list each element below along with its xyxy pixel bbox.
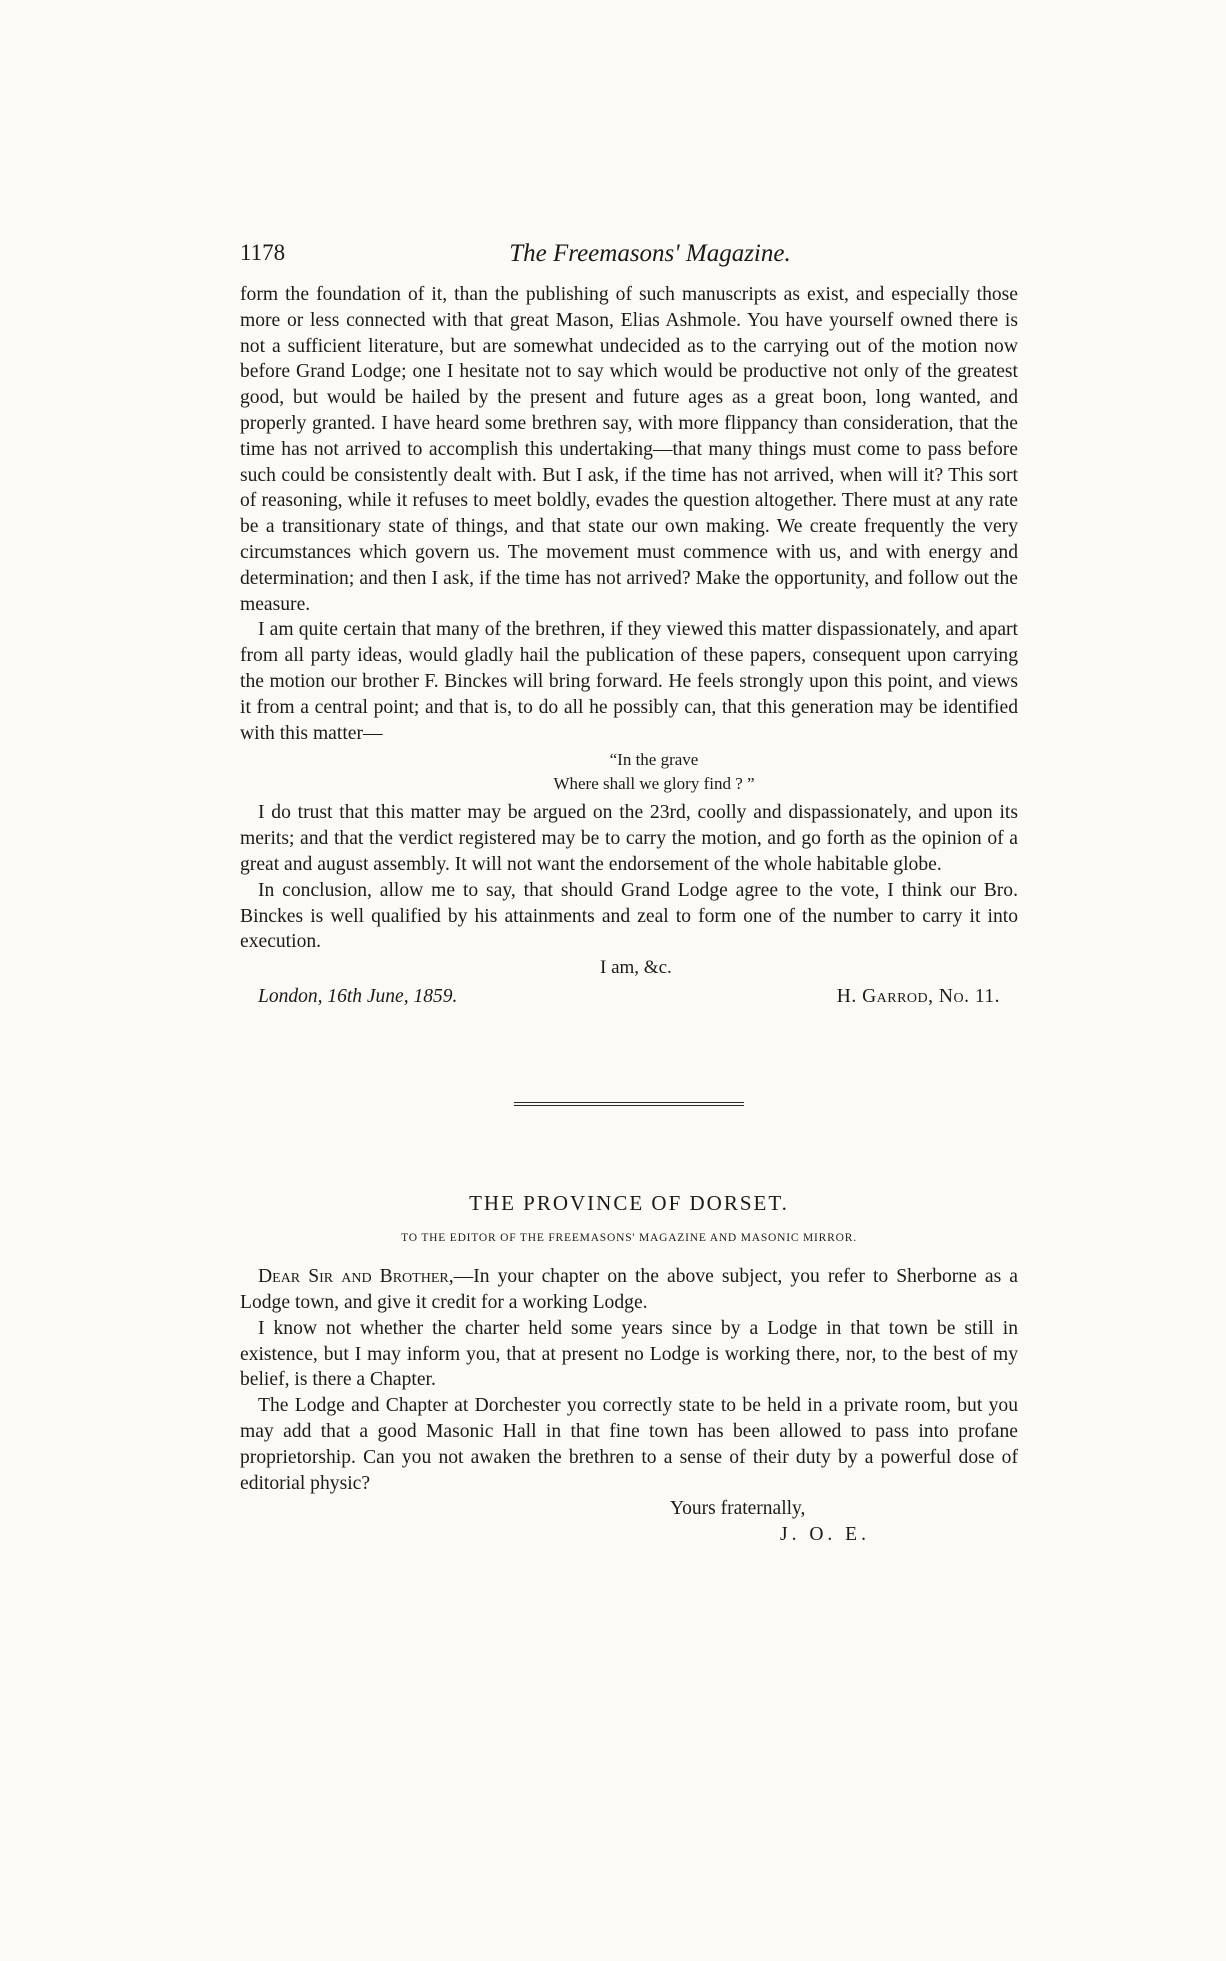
letter-signature: H. Garrod, No. 11. (836, 986, 1000, 1008)
letter-signoff: I am, &c. (600, 957, 672, 979)
letter-paragraph: In conclusion, allow me to say, that should Grand Lodge agree to the vote, I think our Bro. Binckes is well qualified by his attainments and zeal to form one of the number to carry it into execution. (240, 879, 1018, 953)
letter-paragraph: form the foundation of it, than the publishing of such manuscripts as exist, and especially those more or less connected with that great Mason, Elias Ashmole. You have yourself owned there is not a sufficient literature, but are somewhat undecided as to the carrying out of the motion now before Grand Lodge; one I hesitate not to say which would be productive not only of the greatest good, but would be hailed by the present and future ages as a great boon, long wanted, and properly granted. I have heard some brethren say, with more flippancy than consideration, that the time has not arrived to accomplish this undertaking—that many things must come to pass before such could be consistently dealt with. But I ask, if the time has not arrived, when will it? This sort of reasoning, while it refuses to meet boldly, evades the question altogether. There must at any rate be a transitionary state of things, and that state our own making. We create frequently the very circumstances which govern us. The movement must commence with us, and with energy and determination; and then I ask, if the time has not arrived? Make the opportunity, and follow out the measure. (240, 284, 1018, 615)
running-head (240, 240, 1018, 276)
magazine-title: The Freemasons' Magazine. (509, 240, 791, 267)
letter-initials: J. O. E. (780, 1523, 870, 1545)
letter-closing-phrase: Yours fraternally, (670, 1498, 806, 1520)
letter-salutation: Dear Sir and Brother, (258, 1266, 454, 1288)
letter-opening-text: —In your chapter on the above subject, you refer to Sherborne as a Lodge town, and give it credit for a working Lodge. (240, 1266, 1018, 1313)
letter-opening-paragraph (240, 1264, 1018, 1316)
letter-garrod (240, 282, 1018, 1020)
verse-line: Where shall we glory find ? ” (553, 774, 755, 794)
letter-paragraph: I am quite certain that many of the brethren, if they viewed this matter dispassionately, and apart from all party ideas, would gladly hail the publication of these papers, consequent upon carrying the motion our brother F. Binckes will bring forward. He feels strongly upon this point, and views it from a central point; and that is, to do all he possibly can, that this generation may be identified with this matter— (240, 619, 1018, 744)
letter-paragraph: I know not whether the charter held some years since by a Lodge in that town be still in existence, but I may inform you, that at present no Lodge is working there, nor, to the best of my belief, is there a Chapter. (240, 1317, 1018, 1391)
verse-quote (290, 748, 1018, 796)
letter-date: London, 16th June, 1859. (258, 986, 458, 1008)
section-title: THE PROVINCE OF DORSET. (469, 1191, 789, 1216)
letter-dorset (240, 1191, 1018, 1547)
section-subtitle: TO THE EDITOR OF THE FREEMASONS' MAGAZINE AND MASONIC MIRROR. (401, 1232, 857, 1245)
magazine-page (240, 240, 1018, 1547)
verse-line: “In the grave (609, 750, 699, 770)
letter-dateline (240, 986, 1018, 1020)
page-number: 1178 (240, 240, 286, 265)
letter-paragraph: I do trust that this matter may be argued on the 23rd, coolly and dispassionately, and upon its merits; and that the verdict registered may be to carry the motion, and go forth as the opinion of a great and august assembly. It will not want the endorsement of the whole habitable globe. (240, 802, 1018, 875)
letter-closing (240, 1496, 1018, 1547)
letter-paragraph: The Lodge and Chapter at Dorchester you correctly state to be held in a private room, but you may add that a good Masonic Hall in that fine town has been allowed to pass into profane proprietorship. Can you not awaken the brethren to a sense of their duty by a powerful dose of editorial physic? (240, 1395, 1018, 1494)
section-divider (514, 1102, 744, 1106)
